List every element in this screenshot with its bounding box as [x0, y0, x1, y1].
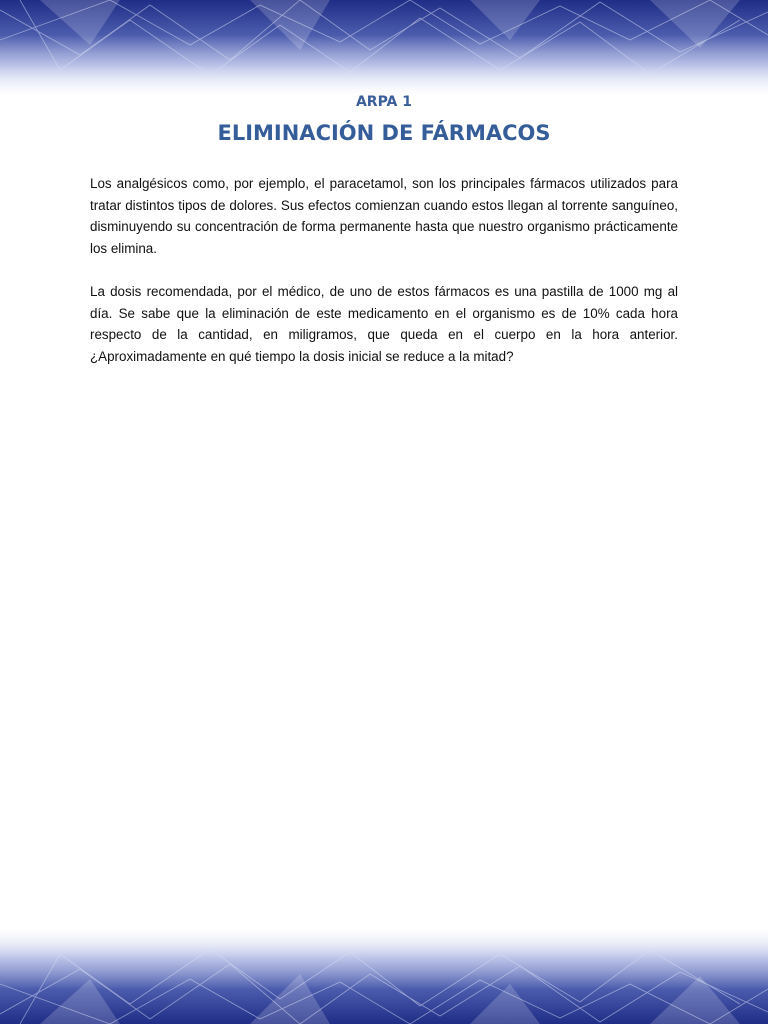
document-title: ELIMINACIÓN DE FÁRMACOS — [217, 121, 551, 145]
document-content — [90, 92, 678, 368]
top-decorative-banner — [0, 0, 768, 100]
paragraph-intro: Los analgésicos como, por ejemplo, el paracetamol, son los principales fármacos utilizados para tratar distintos tipos de dolores. Sus efectos comienzan cuando estos llegan al torrente sanguíneo, disminuyendo su concentración de forma permanente hasta que nuestro organismo prácticamente los elimina. — [90, 176, 678, 257]
paragraph-problem: La dosis recomendada, por el médico, de uno de estos fármacos es una pastilla de 1000 mg al día. Se sabe que la eliminación de este medicamento en el organismo es de 10% cada hora respecto de la cantidad, en miligramos, que queda en el cuerpo en la hora anterior. ¿Aproximadamente en qué tiempo la dosis inicial se reduce a la mitad? — [90, 283, 678, 364]
document-subtitle: ARPA 1 — [355, 94, 413, 110]
top-banner-graphic — [0, 0, 768, 100]
bottom-decorative-banner — [0, 924, 768, 1024]
bottom-banner-graphic — [0, 924, 768, 1024]
